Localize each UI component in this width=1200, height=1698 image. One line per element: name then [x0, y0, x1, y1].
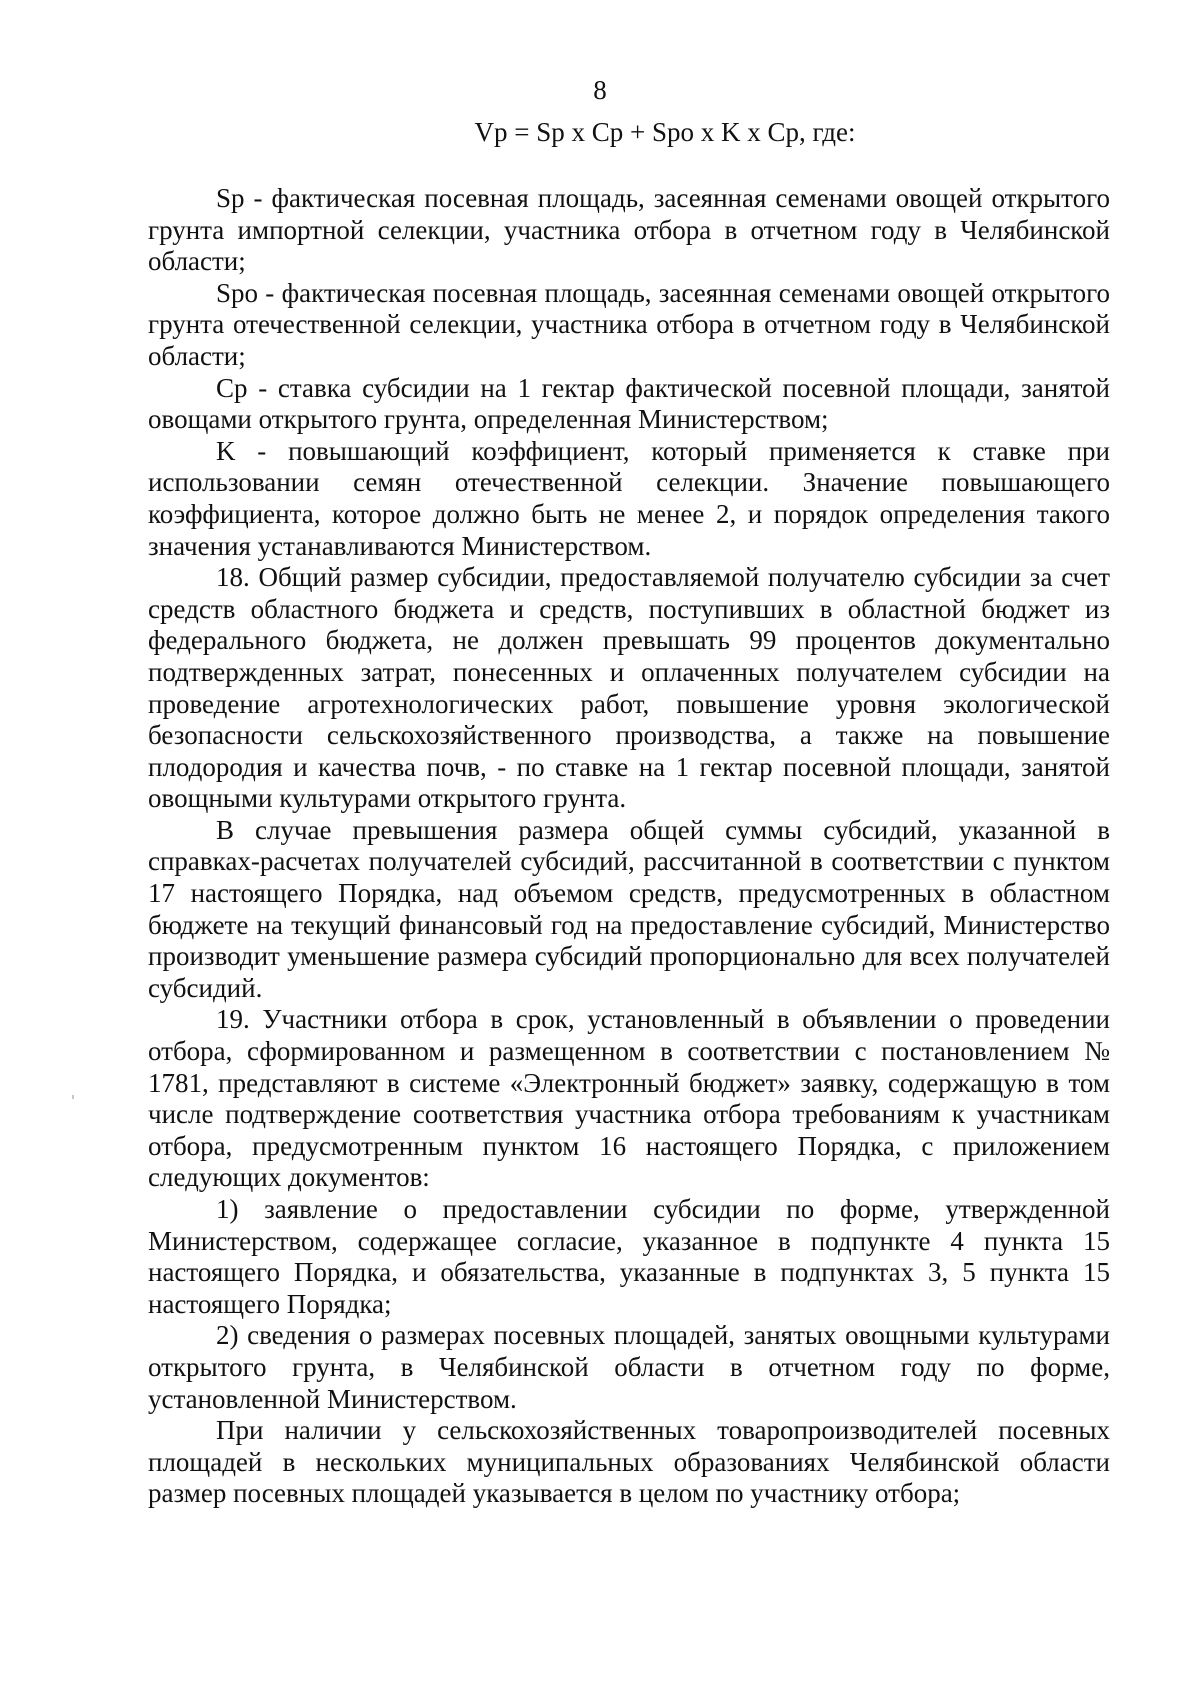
clause-19-item-1: 1) заявление о предоставлении субсидии по форме, утвержденной Министерством, содержащее согласие, указанное в подпункте 4 пункта 15 настоящего Порядка, и обязательства, указанные в подпунктах 3, 5 пункта 15 настоящего Порядка; — [148, 1194, 1110, 1319]
definition-k: K - повышающий коэффициент, который применяется к ставке при использовании семян отечественной селекции. Значение повышающего коэффициента, которое должно быть не менее 2, и порядок определения такого значения устанавливаются Министерством. — [148, 435, 1110, 561]
definition-spo: Spo - фактическая посевная площадь, засеянная семенами овощей открытого грунта отечественной селекции, участника отбора в отчетном году в Челябинской области; — [148, 277, 1110, 371]
clause-19: 19. Участники отбора в срок, установленный в объявлении о проведении отбора, сформированном и размещенном в соответствии с постановлением № 1781, представляют в системе «Электронный бюджет» заявку, содержащую в том числе подтверждение соответствия участника отбора требованиям к участникам отбора, предусмотренным пунктом 16 настоящего Порядка, с приложением следующих документов: — [148, 1004, 1110, 1193]
clause-19-item-2: 2) сведения о размерах посевных площадей, занятых овощными культурами открытого грунта, в Челябинской области в отчетном году по форме, установленной Министерством. — [148, 1320, 1110, 1414]
clause-18-reduction: В случае превышения размера общей суммы субсидий, указанной в справках-расчетах получателей субсидий, рассчитанной в соответствии с пунктом 17 настоящего Порядка, над объемом средств, предусмотренных в областном бюджете на текущий финансовый год на предоставление субсидий, Министерство производит уменьшение размера субсидий пропорционально для всех получателей субсидий. — [148, 814, 1110, 1003]
page-number: 8 — [593, 75, 607, 105]
definition-sp: Sp - фактическая посевная площадь, засеянная семенами овощей открытого грунта импортной селекции, участника отбора в отчетном году в Челябинской области; — [148, 183, 1110, 277]
clause-19-note: При наличии у сельскохозяйственных товаропроизводителей посевных площадей в нескольких муниципальных образованиях Челябинской области размер посевных площадей указывается в целом по участнику отбора; — [148, 1415, 1110, 1509]
clause-18: 18. Общий размер субсидии, предоставляемой получателю субсидии за счет средств областного бюджета и средств, поступивших в областной бюджет из федерального бюджета, не должен превышать 99 процентов документально подтвержденных затрат, понесенных и оплаченных получателем субсидии на проведение агротехнологических работ, повышение уровня экологической безопасности сельскохозяйственного производства, а также на повышение плодородия и качества почв, - по ставке на 1 гектар посевной площади, занятой овощными культурами открытого грунта. — [148, 562, 1110, 814]
document-body — [148, 183, 1110, 1510]
subsidy-formula: Vp = Sp x Cp + Spo x K x Cp, где: — [474, 117, 856, 147]
definition-cp: Cp - ставка субсидии на 1 гектар фактической посевной площади, занятой овощами открытого грунта, определенная Министерством; — [148, 372, 1110, 435]
scan-mark — [72, 1095, 74, 1099]
